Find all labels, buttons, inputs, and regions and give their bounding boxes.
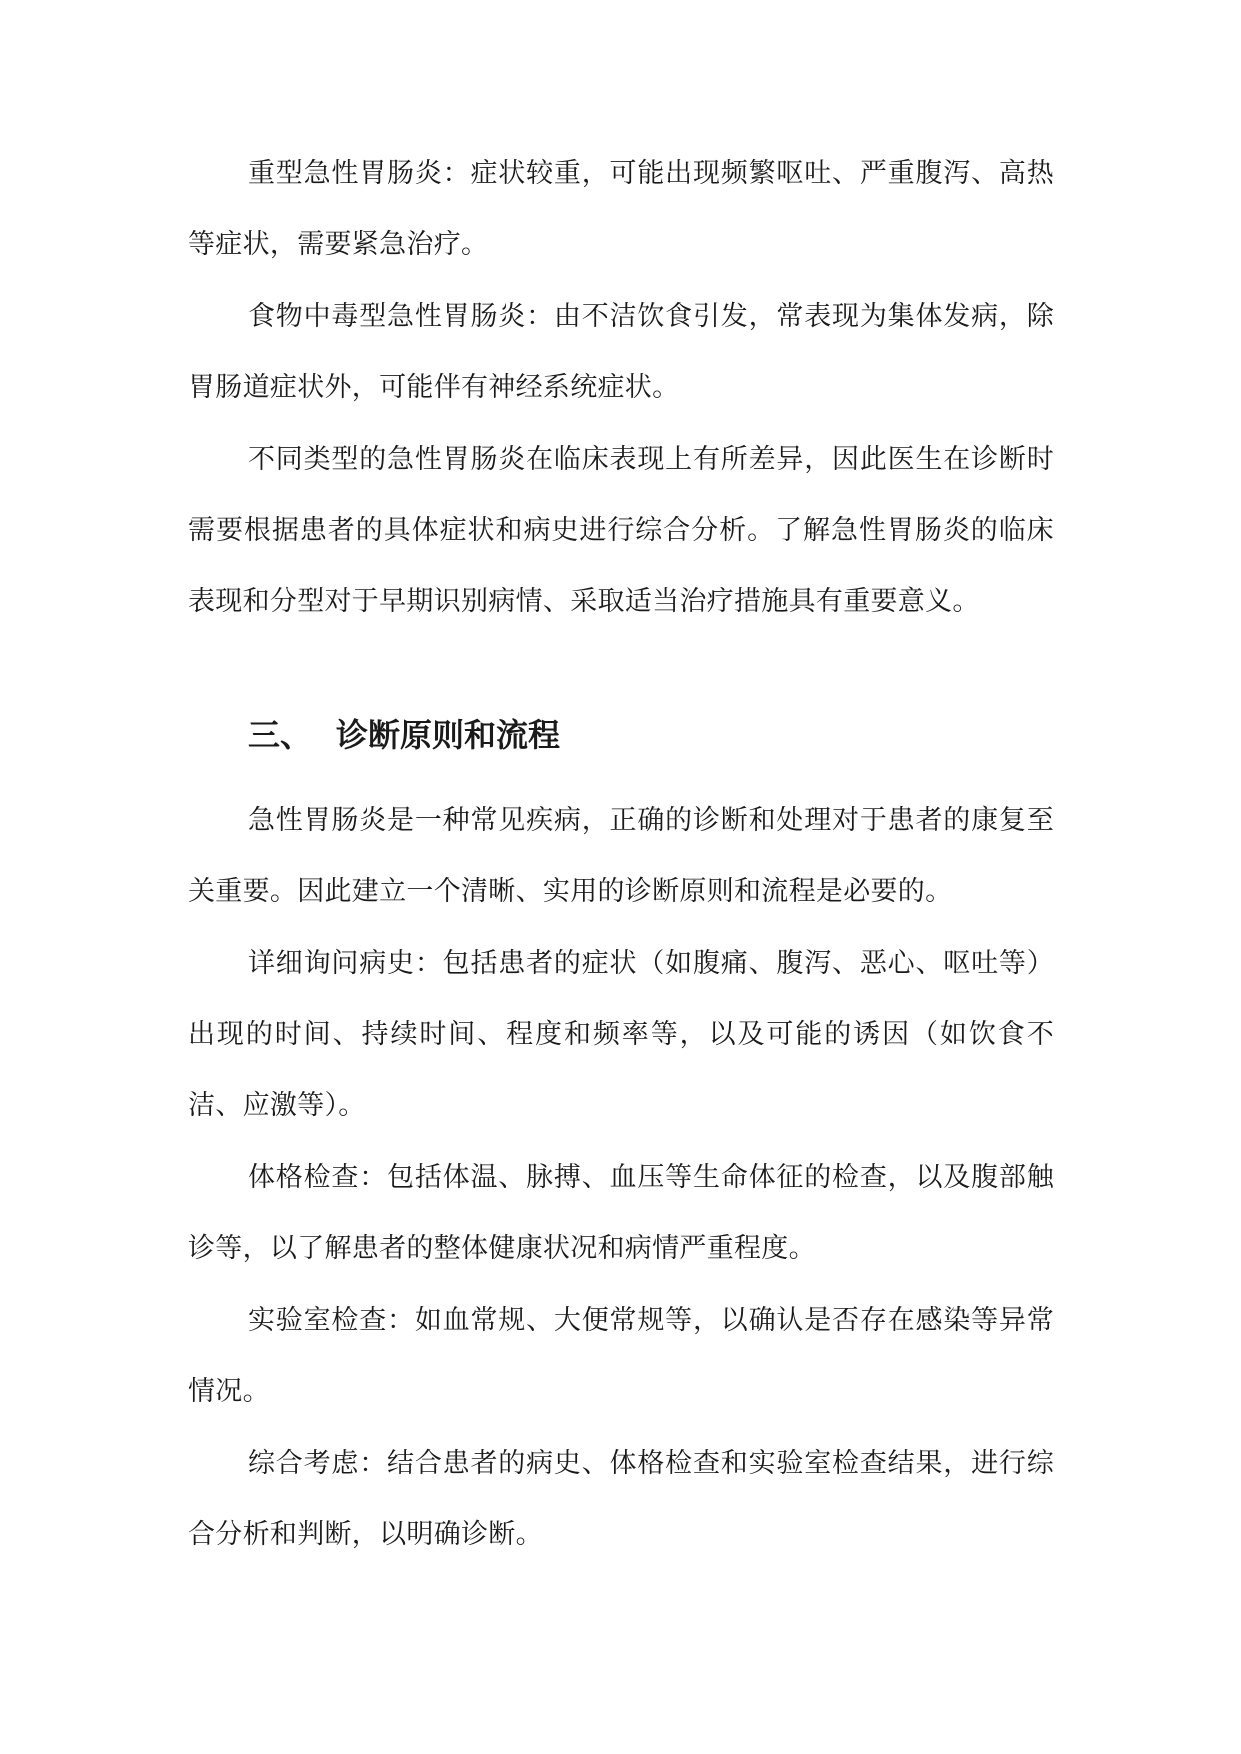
paragraph-comprehensive-analysis: 综合考虑：结合患者的病史、体格检查和实验室检查结果，进行综合分析和判断，以明确诊断。 <box>188 1448 1054 1550</box>
paragraph-food-poisoning-gastroenteritis: 食物中毒型急性胃肠炎：由不洁饮食引发，常表现为集体发病，除胃肠道症状外，可能伴有神经系统症状。 <box>188 301 1054 403</box>
paragraph-severe-gastroenteritis: 重型急性胃肠炎：症状较重，可能出现频繁呕吐、严重腹泻、高热等症状，需要紧急治疗。 <box>188 158 1054 260</box>
section-number: 三、 <box>248 716 313 754</box>
paragraph-diagnosis-intro: 急性胃肠炎是一种常见疾病，正确的诊断和处理对于患者的康复至关重要。因此建立一个清晰、实用的诊断原则和流程是必要的。 <box>188 805 1054 907</box>
paragraph-type-differences: 不同类型的急性胃肠炎在临床表现上有所差异，因此医生在诊断时需要根据患者的具体症状和病史进行综合分析。了解急性胃肠炎的临床表现和分型对于早期识别病情、采取适当治疗措施具有重要意义。 <box>188 444 1054 617</box>
section-title: 诊断原则和流程 <box>336 716 561 754</box>
paragraph-lab-tests: 实验室检查：如血常规、大便常规等，以确认是否存在感染等异常情况。 <box>188 1305 1054 1407</box>
paragraph-physical-exam: 体格检查：包括体温、脉搏、血压等生命体征的检查，以及腹部触诊等，以了解患者的整体健康状况和病情严重程度。 <box>188 1162 1054 1264</box>
paragraph-history-taking: 详细询问病史：包括患者的症状（如腹痛、腹泻、恶心、呕吐等）出现的时间、持续时间、程度和频率等，以及可能的诱因（如饮食不洁、应激等）。 <box>188 948 1054 1121</box>
section-heading <box>248 700 560 770</box>
